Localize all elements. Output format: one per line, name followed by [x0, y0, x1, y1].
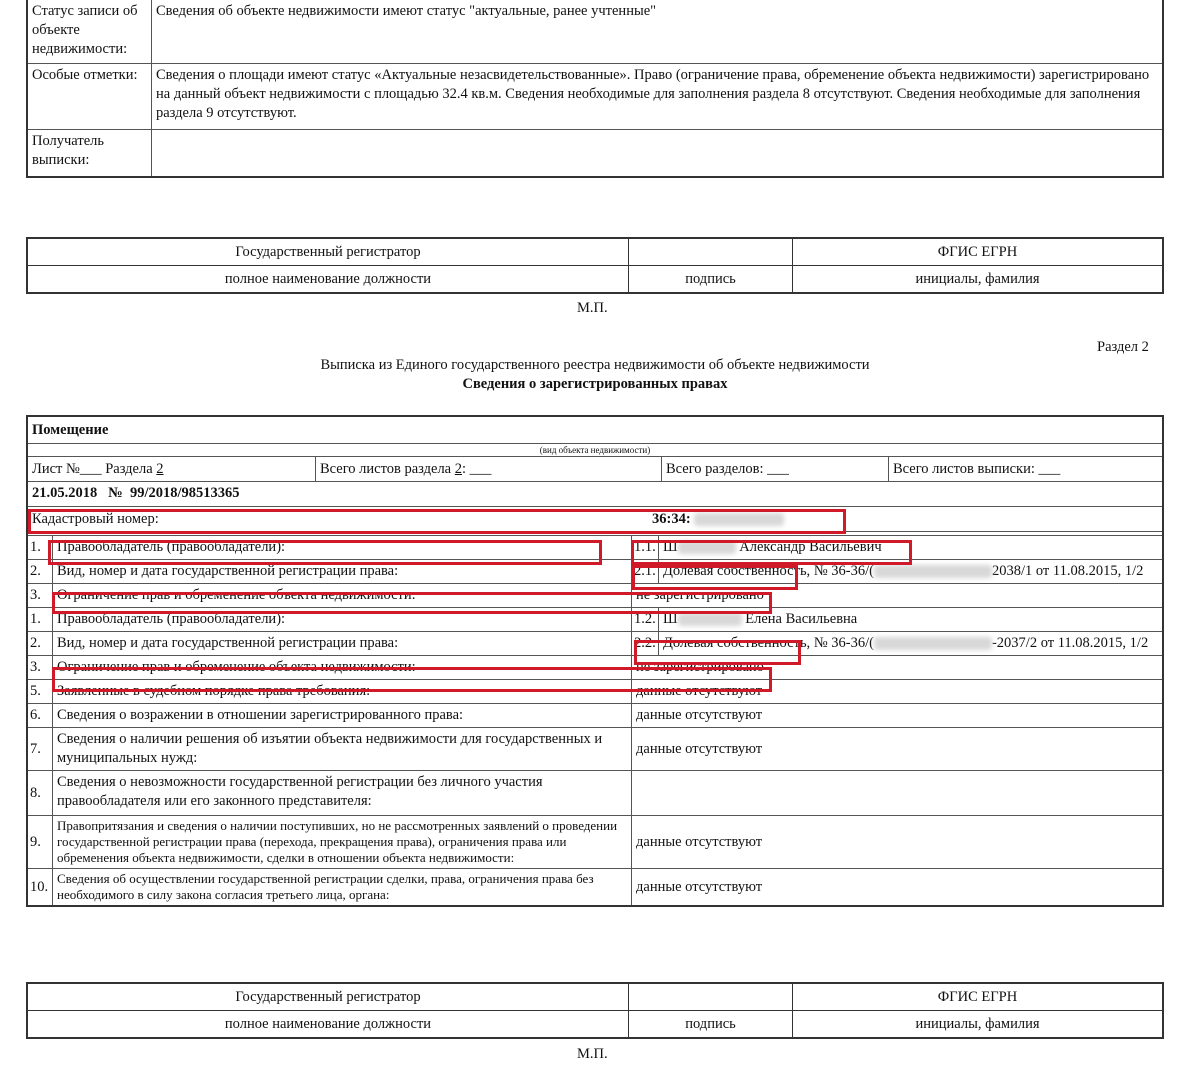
table-row: 7. Сведения о наличии решения об изъятии объекта недвижимости для государственных и муниципальных нужд: данные отсутствуют	[27, 728, 1163, 771]
object-status-table	[26, 0, 1164, 178]
table-row: 8. Сведения о невозможности государственной регистрации без личного участия правообладателя или его законного представителя:	[27, 771, 1163, 816]
status-value: Сведения об объекте недвижимости имеют статус "актуальные, ранее учтенные"	[152, 0, 1164, 63]
notes-value: Сведения о площади имеют статус «Актуальные незасвидетельствованные». Право (ограничение права, обременение объекта недвижимости) зарегистрировано на данный объект недвижимости с площадью 32.4 кв.м. Сведения необходимые для заполнения раздела 8 отсутствуют. Сведения необходимые для заполнения раздела 9 отсутствуют.	[152, 63, 1164, 129]
stamp-mark-bottom: М.П.	[577, 1046, 608, 1062]
signature-block	[26, 237, 1164, 294]
position-name: Государственный регистратор	[27, 983, 629, 1011]
extract-date-number: 21.05.2018 № 99/2018/98513365	[27, 482, 1163, 507]
position-name: Государственный регистратор	[27, 238, 629, 266]
position-caption: полное наименование должности	[27, 1011, 629, 1039]
position-caption: полное наименование должности	[27, 266, 629, 294]
org-name: ФГИС ЕГРН	[793, 983, 1164, 1011]
cadastral-value: 36:34:	[652, 510, 784, 529]
table-row: 2. Вид, номер и дата государственной регистрации права: 2.2. Долевая собственность, № 36-36/( -2037/2 от 11.08.2015, 1/2	[27, 632, 1163, 656]
owner-2: Ш Елена Васильевна	[659, 608, 1164, 632]
table-row: 1. Правообладатель (правообладатели): 1.2. Ш Елена Васильевна	[27, 608, 1163, 632]
object-type: Помещение	[27, 416, 1163, 444]
signature-cell	[629, 238, 793, 266]
cadastral-label: Кадастровый номер:	[32, 510, 159, 527]
owner-1: Ш Александр Васильевич	[659, 536, 1164, 560]
table-row: 1. Правообладатель (правообладатели): 1.1. Ш Александр Васильевич	[27, 536, 1163, 560]
org-caption: инициалы, фамилия	[793, 266, 1164, 294]
total-sheets-section: Всего листов раздела 2: ___	[316, 457, 662, 481]
signature-block-bottom	[26, 982, 1164, 1039]
signature-caption: подпись	[629, 1011, 793, 1039]
sheet-number: Лист №___ Раздела 2	[28, 457, 316, 481]
section-label: Раздел 2	[1097, 339, 1149, 355]
section-title: Выписка из Единого государственного реестра недвижимости об объекте недвижимости	[320, 357, 870, 373]
stamp-mark: М.П.	[577, 300, 608, 316]
table-row: 10. Сведения об осуществлении государственной регистрации сделки, права, ограничения права без необходимого в силу закона согласия третьего лица, органа: данные отсутствуют	[27, 869, 1163, 907]
rights-table	[26, 415, 1164, 907]
total-sections: Всего разделов: ___	[662, 457, 889, 481]
recipient-label: Получатель выписки:	[27, 129, 152, 177]
table-row: 3. Ограничение прав и обременение объекта недвижимости: не зарегистрировано	[27, 584, 1163, 608]
section-subtitle: Сведения о зарегистрированных правах	[462, 376, 728, 392]
table-row: 5. Заявленные в судебном порядке права требования: данные отсутствуют	[27, 680, 1163, 704]
table-row: 9. Правопритязания и сведения о наличии поступивших, но не рассмотренных заявлений о проведении государственной регистрации права (перехода, прекращения права), ограничения права или обременения объекта недвижимости, сделки в отношении объекта недвижимости: данные отсутствуют	[27, 816, 1163, 869]
signature-caption: подпись	[629, 266, 793, 294]
notes-label: Особые отметки:	[27, 63, 152, 129]
table-row: 2. Вид, номер и дата государственной регистрации права: 2.1. Долевая собственность, № 36-36/( 2038/1 от 11.08.2015, 1/2	[27, 560, 1163, 584]
registration-2: Долевая собственность, № 36-36/( -2037/2 от 11.08.2015, 1/2	[659, 632, 1164, 656]
org-name: ФГИС ЕГРН	[793, 238, 1164, 266]
table-row: 3. Ограничение прав и обременение объекта недвижимости: не зарегистрировано	[27, 656, 1163, 680]
object-type-caption: (вид объекта недвижимости)	[27, 444, 1163, 457]
registration-1: Долевая собственность, № 36-36/( 2038/1 от 11.08.2015, 1/2	[659, 560, 1164, 584]
status-label: Статус записи об объекте недвижимости:	[27, 0, 152, 63]
signature-cell	[629, 983, 793, 1011]
recipient-value	[152, 129, 1164, 177]
org-caption: инициалы, фамилия	[793, 1011, 1164, 1039]
total-sheets: Всего листов выписки: ___	[893, 461, 1061, 477]
table-row: 6. Сведения о возражении в отношении зарегистрированного права: данные отсутствуют	[27, 704, 1163, 728]
